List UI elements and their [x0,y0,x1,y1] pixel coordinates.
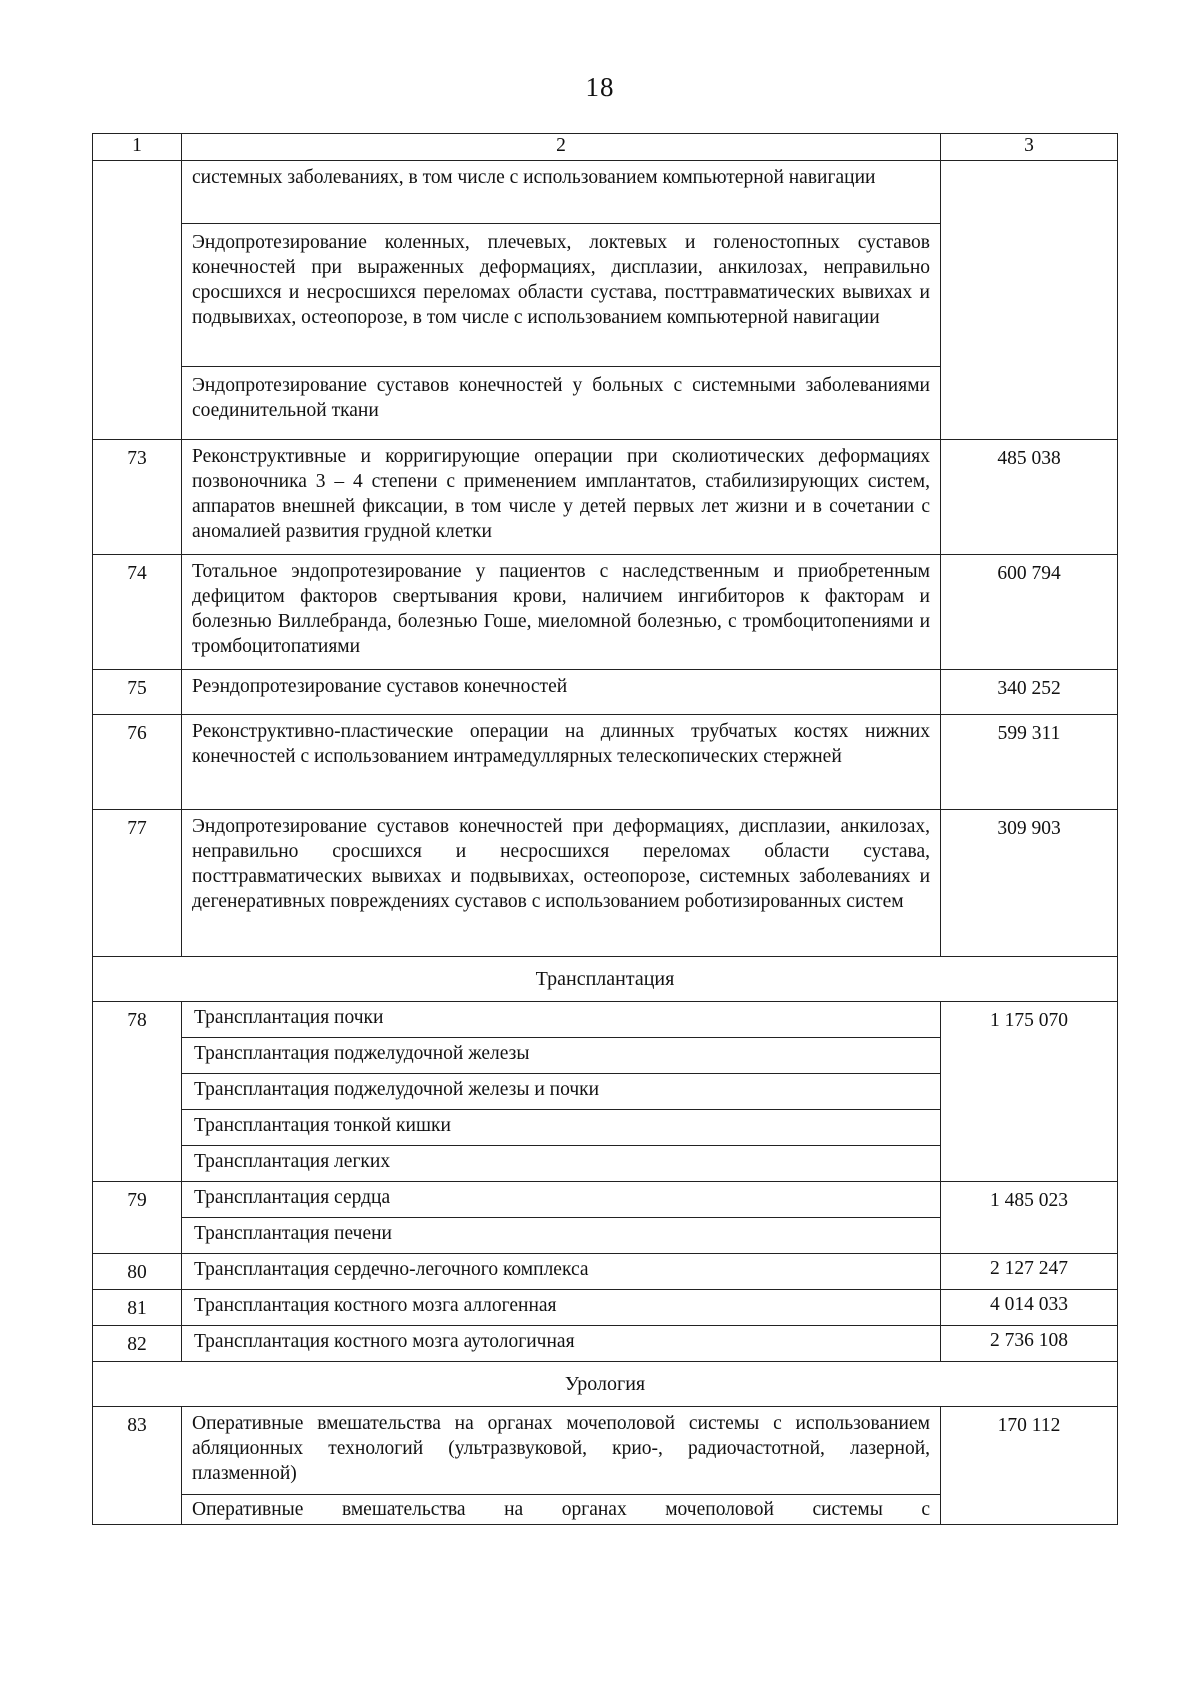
table-row [93,440,1118,555]
sub-item: Оперативные вмешательства на органах мочеполовой системы с [192,1499,930,1520]
row-number: 73 [93,440,182,555]
row-price: 2 736 108 [941,1326,1118,1362]
row-price: 309 903 [941,810,1118,957]
row-description: Трансплантация костного мозга аллогенная [182,1290,941,1326]
table-row [93,810,1118,957]
sub-item: Трансплантация поджелудочной железы [182,1038,940,1074]
row-number: 80 [93,1254,182,1290]
row-price: 340 252 [941,670,1118,715]
row-number: 78 [93,1002,182,1182]
services-table [92,133,1118,1525]
row-description: Реэндопротезирование суставов конечностей [182,670,941,715]
page-number: 18 [585,72,615,102]
row-price: 599 311 [941,715,1118,810]
row-number: 76 [93,715,182,810]
table-row [93,1407,1118,1525]
row-price: 600 794 [941,555,1118,670]
row-price: 170 112 [941,1407,1118,1525]
sub-item: Трансплантация тонкой кишки [182,1110,940,1146]
row-description: Трансплантация сердечно-легочного комплекса [182,1254,941,1290]
row-price: 4 014 033 [941,1290,1118,1326]
row-price-cell [941,161,1118,440]
row-price: 485 038 [941,440,1118,555]
section-title: Трансплантация [93,957,1118,1002]
row-number: 82 [93,1326,182,1362]
row-description-cell [182,161,941,440]
row-description: Тотальное эндопротезирование у пациентов с наследственным и приобретенным дефицитом факторов свертывания крови, наличием ингибиторов к факторам и болезнью Виллебранда, болезнью Гоше, миеломной болезнью, с тромбоцитопениями и тромбоцитопатиями [182,555,941,670]
sub-item: Трансплантация почки [182,1002,940,1038]
table-row [93,555,1118,670]
row-number: 77 [93,810,182,957]
row-number: 81 [93,1290,182,1326]
section-row-urology [93,1362,1118,1407]
sub-item: Трансплантация легких [194,1151,391,1172]
table-row-continuation [93,161,1118,440]
sub-item: Эндопротезирование коленных, плечевых, локтевых и голеностопных суставов конечностей при выраженных деформациях, дисплазии, анкилозах, неправильно сросшихся и несросшихся переломах области сустава, посттравматических вывихах и подвывихах, остеопорозе, в том числе с использованием компьютерной навигации [182,224,940,367]
sub-item: Трансплантация поджелудочной железы и почки [182,1074,940,1110]
row-number-cell [93,161,182,440]
row-number: 74 [93,555,182,670]
table-row [93,670,1118,715]
row-price: 2 127 247 [941,1254,1118,1290]
row-price: 1 175 070 [941,1002,1118,1182]
row-description: Эндопротезирование суставов конечностей при деформациях, дисплазии, анкилозах, неправильно сросшихся и несросшихся переломах области сустава, посттравматических вывихах и подвывихах, остеопорозе, системных заболеваниях и дегенеративных повреждениях суставов с использованием роботизированных систем [182,810,941,957]
sub-item: Эндопротезирование суставов конечностей у больных с системными заболеваниями соединительной ткани [192,375,930,421]
table-header-row [93,134,1118,161]
row-description: Реконструктивные и корригирующие операции при сколиотических деформациях позвоночника 3 – 4 степени с применением имплантатов, стабилизирующих систем, аппаратов внешней фиксации, в том числе у детей первых лет жизни и в сочетании с аномалией развития грудной клетки [182,440,941,555]
row-number: 79 [93,1182,182,1254]
table-row [93,1002,1118,1182]
table-row [93,1254,1118,1290]
row-description-cell [182,1407,941,1525]
row-description: Реконструктивно-пластические операции на длинных трубчатых костях нижних конечностей с использованием интрамедуллярных телескопических стержней [182,715,941,810]
header-col-2: 2 [182,134,941,161]
section-title: Урология [93,1362,1118,1407]
table-row [93,715,1118,810]
row-price: 1 485 023 [941,1182,1118,1254]
row-number: 83 [93,1407,182,1525]
row-description: Трансплантация костного мозга аутологичная [182,1326,941,1362]
section-row-transplant [93,957,1118,1002]
row-description-cell [182,1002,941,1182]
sub-item: Трансплантация сердца [182,1182,940,1218]
table-row [93,1182,1118,1254]
sub-item: Трансплантация печени [194,1223,392,1244]
header-col-1: 1 [93,134,182,161]
sub-item: Оперативные вмешательства на органах мочеполовой системы с использованием абляционных технологий (ультразвуковой, крио-, радиочастотной, лазерной, плазменной) [182,1407,940,1495]
row-number: 75 [93,670,182,715]
table-row [93,1326,1118,1362]
row-description-cell [182,1182,941,1254]
table-row [93,1290,1118,1326]
header-col-3: 3 [941,134,1118,161]
sub-item: системных заболеваниях, в том числе с использованием компьютерной навигации [182,161,940,224]
